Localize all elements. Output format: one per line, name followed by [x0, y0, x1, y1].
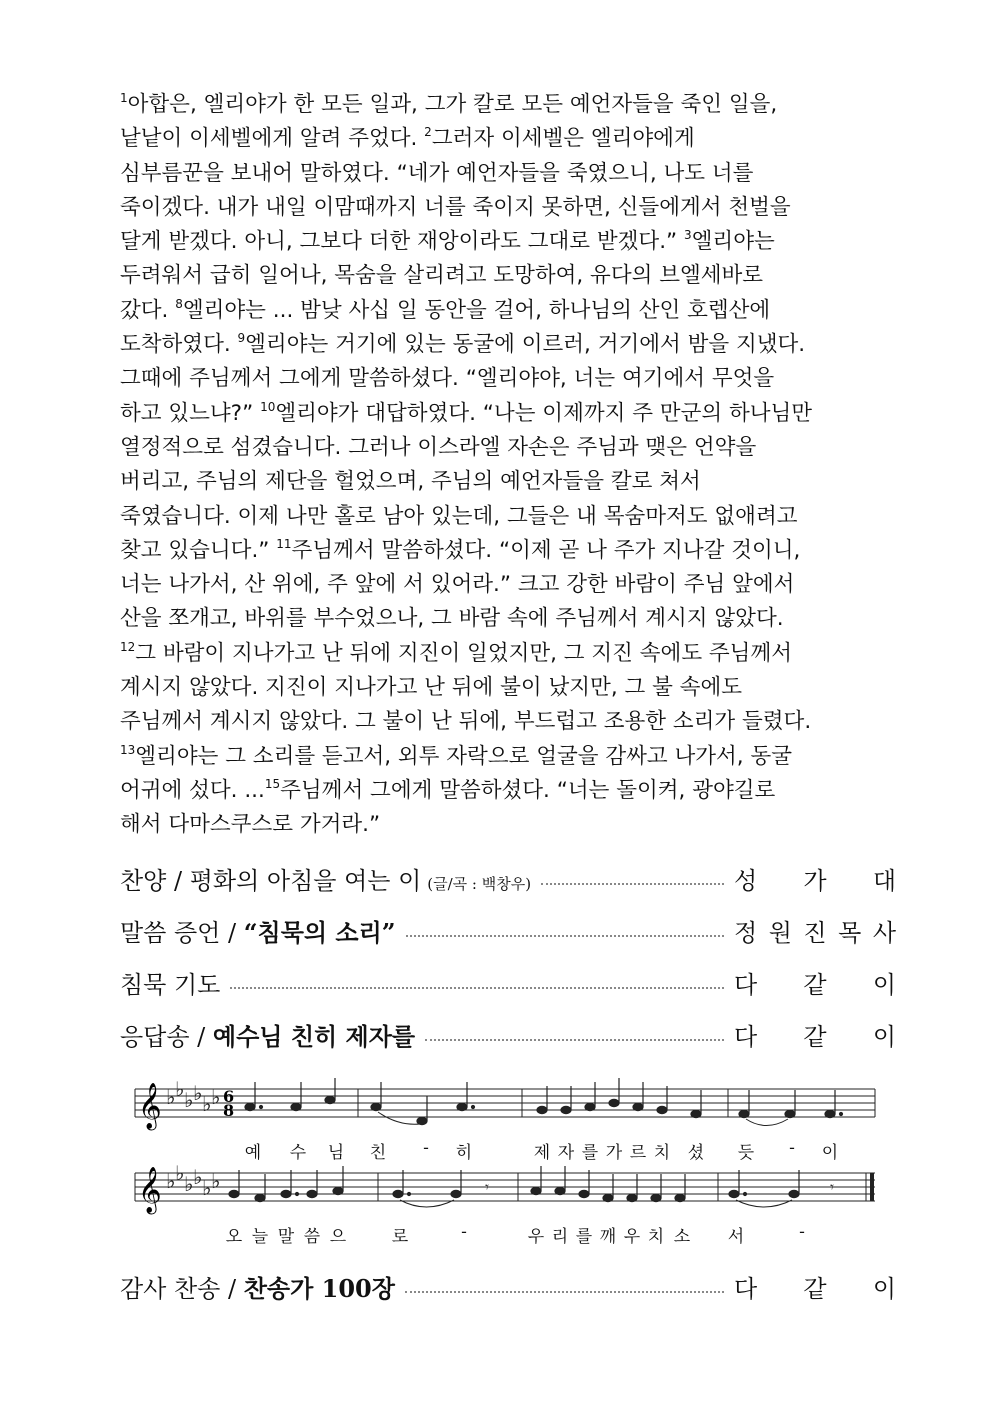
verse-number: 15: [264, 776, 281, 791]
scripture-text: 달게 받겠다. 아니, 그보다 더한 재앙이라도 그대로 받겠다.”: [120, 229, 685, 255]
scripture-line: [120, 88, 875, 122]
lyric-syllable: 로: [391, 1227, 409, 1247]
thanks-participants: 다 같 이: [734, 1274, 896, 1303]
scripture-line: [120, 602, 875, 636]
scripture-text: 아합은, 엘리야가 한 모든 일과, 그가 칼로 모든 예언자들을 죽인 일을,: [127, 92, 778, 117]
lyric-syllable: 늘: [251, 1227, 269, 1247]
scripture-line: [120, 191, 875, 225]
lyric-syllable: -: [423, 1138, 429, 1158]
lyric-syllable: 우: [623, 1227, 641, 1247]
svg-text:♭: ♭: [184, 1088, 194, 1112]
scripture-line: [120, 259, 875, 293]
scripture-text: 죽이겠다. 내가 내일 이맘때까지 너를 죽이지 못하면, 신들에게서 천벌을: [120, 194, 791, 220]
scripture-passage: [120, 88, 875, 843]
scripture-line: [120, 774, 875, 808]
scripture-text: 엘리야는 그 소리를 듣고서, 외투 자락으로 얼굴을 감싸고 나가서, 동굴: [135, 743, 792, 769]
scripture-line: [120, 328, 875, 362]
lyric-syllable: -: [799, 1222, 805, 1242]
scripture-line: [120, 808, 875, 842]
lyric-syllable: 리: [551, 1227, 569, 1247]
svg-text:6: 6: [223, 1087, 235, 1106]
scripture-text: 하고 있느냐?”: [120, 400, 261, 426]
scripture-text: 버리고, 주님의 제단을 헐었으며, 주님의 예언자들을 칼로 쳐서: [120, 469, 701, 495]
lyric-syllable: 우: [527, 1227, 545, 1247]
svg-text:♭: ♭: [202, 1092, 212, 1116]
scripture-text: 주님께서 말씀하셨다. “이제 곧 나 주가 지나갈 것이니,: [291, 537, 801, 563]
leader-dots: [541, 883, 724, 885]
scripture-text: 계시지 않았다. 지진이 지나가고 난 뒤에 불이 났지만, 그 불 속에도: [120, 675, 743, 701]
svg-text:♭: ♭: [184, 1172, 194, 1196]
scripture-line: [120, 568, 875, 602]
scripture-text: 산을 쪼개고, 바위를 부수었으나, 그 바람 속에 주님께서 계시지 않았다.: [120, 606, 784, 632]
scripture-line: [120, 362, 875, 396]
time-signature: [223, 1087, 234, 1120]
leader-dots: [405, 1291, 724, 1293]
lyric-syllable: 듯: [737, 1143, 755, 1163]
scripture-line: [120, 534, 875, 568]
scripture-line: [120, 500, 875, 534]
notes-line-1: [245, 1078, 843, 1125]
svg-text:𝄾: 𝄾: [485, 1178, 489, 1196]
scripture-line: [120, 740, 875, 774]
lyric-syllable: 치: [647, 1227, 665, 1247]
svg-text:♭: ♭: [175, 1077, 185, 1101]
order-hymn: [120, 860, 896, 896]
lyric-syllable: 말: [277, 1227, 295, 1247]
order-response: [120, 1016, 896, 1052]
response-label: 응답송 /: [120, 1022, 213, 1051]
verse-number: 13: [120, 742, 136, 757]
lyric-syllable: 수: [289, 1143, 307, 1163]
lyric-syllable: 를: [581, 1143, 599, 1163]
verse-number: 11: [276, 536, 292, 551]
lyrics-line-2: [130, 1222, 880, 1247]
scripture-text: 심부름꾼을 보내어 말하였다. “네가 예언자들을 죽였으니, 나도 너를: [120, 160, 754, 186]
music-staff-2: [130, 1158, 880, 1218]
lyric-syllable: 치: [653, 1143, 671, 1163]
sermon-title: “침묵의 소리”: [243, 917, 396, 947]
scripture-text: 갔다.: [120, 297, 176, 323]
hymn-label: 찬양 / 평화의 아침을 여는 이: [120, 866, 422, 895]
lyric-syllable: 님: [327, 1143, 345, 1163]
lyric-syllable: 셨: [687, 1143, 705, 1163]
lyric-syllable: 씀: [303, 1227, 321, 1247]
scripture-text: 엘리야는 ... 밤낮 사십 일 동안을 걸어, 하나님의 산인 호렙산에: [182, 297, 771, 323]
svg-text:♭: ♭: [166, 1085, 176, 1109]
scripture-text: 주님께서 그에게 말씀하셨다. “너는 돌이켜, 광야길로: [280, 777, 776, 803]
leader-dots: [406, 935, 724, 937]
lyric-syllable: 를: [575, 1227, 593, 1247]
scripture-line: [120, 705, 875, 739]
order-prayer: [120, 964, 896, 1000]
scripture-text: 어귀에 섰다. ...: [120, 777, 265, 803]
scripture-text: 죽였습니다. 이제 나만 홀로 남아 있는데, 그들은 내 목숨마저도 없애려고: [120, 503, 798, 529]
scripture-text: 그러자 이세벨은 엘리야에게: [431, 126, 695, 152]
scripture-text: 열정적으로 섬겼습니다. 그러나 이스라엘 자손은 주님과 맺은 언약을: [120, 434, 757, 460]
lyric-syllable: 소: [673, 1227, 691, 1247]
lyric-syllable: 제: [533, 1143, 551, 1163]
leader-dots: [425, 1039, 724, 1041]
lyric-syllable: 오: [225, 1227, 243, 1247]
lyric-syllable: 가: [605, 1143, 623, 1163]
sermon-label: 말씀 증언 /: [120, 918, 244, 947]
verse-number: 9: [237, 331, 246, 346]
scripture-line: [120, 225, 875, 259]
verse-number: 10: [260, 399, 276, 414]
order-sermon: [120, 912, 896, 948]
svg-text:♭: ♭: [202, 1176, 212, 1200]
scripture-text: 주님께서 계시지 않았다. 그 불이 난 뒤에, 부드럽고 조용한 소리가 들렸다.: [120, 709, 812, 735]
leader-dots: [230, 987, 724, 989]
scripture-text: 너는 나가서, 산 위에, 주 앞에 서 있어라.” 크고 강한 바람이 주님 앞에서: [120, 572, 795, 598]
verse-number: 12: [120, 639, 136, 654]
verse-number: 1: [120, 91, 128, 105]
scripture-line: [120, 397, 875, 431]
scripture-line: [120, 671, 875, 705]
scripture-text: 엘리야는 거기에 있는 동굴에 이르러, 거기에서 밤을 지냈다.: [245, 332, 806, 358]
verse-number: 8: [175, 296, 183, 311]
svg-text:♭: ♭: [193, 1081, 203, 1105]
response-participants: 다 같 이: [734, 1022, 896, 1051]
scripture-text: 엘리야가 대답하였다. “나는 이제까지 주 만군의 하나님만: [275, 400, 813, 426]
verse-number: 2: [424, 125, 432, 140]
scripture-text: 해서 다마스쿠스로 가거라.”: [120, 812, 381, 838]
prayer-participants: 다 같 이: [734, 970, 896, 999]
lyrics-line-1: [130, 1138, 880, 1163]
svg-text:♭: ♭: [166, 1169, 176, 1193]
hymn-performer: 성 가 대: [734, 866, 896, 895]
scripture-line: [120, 431, 875, 465]
thanks-title: 찬송가 100장: [243, 1273, 395, 1303]
treble-clef-icon: 𝄞: [138, 1167, 162, 1213]
lyric-syllable: 서: [727, 1227, 745, 1247]
notes-line-2: [229, 1166, 799, 1202]
scripture-text: 두려워서 급히 일어나, 목숨을 살리려고 도망하여, 유다의 브엘세바로: [120, 263, 764, 289]
svg-text:♭: ♭: [193, 1165, 203, 1189]
scripture-text: 낱낱이 이세벨에게 알려 주었다.: [120, 126, 425, 152]
svg-text:♭: ♭: [211, 1169, 221, 1193]
verse-number: 3: [684, 228, 692, 243]
svg-text:♭: ♭: [175, 1161, 185, 1185]
svg-text:8: 8: [223, 1101, 235, 1120]
lyric-syllable: 깨: [599, 1227, 617, 1247]
ties: [378, 1112, 788, 1126]
scripture-text: 그 바람이 지나가고 난 뒤에 지진이 일었지만, 그 지진 속에도 주님께서: [135, 640, 792, 666]
scripture-line: [120, 294, 875, 328]
lyric-syllable: -: [461, 1222, 467, 1242]
lyric-syllable: 친: [369, 1143, 387, 1163]
thanks-label: 감사 찬송 /: [120, 1274, 244, 1303]
scripture-text: 찾고 있습니다.”: [120, 537, 277, 563]
prayer-label: 침묵 기도: [120, 970, 221, 999]
hymn-credit: (글/곡 : 백창우): [427, 874, 532, 893]
svg-text:𝄾: 𝄾: [830, 1178, 834, 1196]
response-title: 예수님 친히 제자를: [212, 1021, 416, 1051]
sermon-preacher: 정 원 진 목 사: [734, 918, 896, 947]
scripture-line: [120, 465, 875, 499]
svg-text:♭: ♭: [211, 1085, 221, 1109]
treble-clef-icon: 𝄞: [138, 1083, 162, 1129]
scripture-line: [120, 637, 875, 671]
lyric-syllable: 예: [244, 1143, 262, 1163]
music-staff-1: [130, 1074, 880, 1134]
scripture-text: 도착하였다.: [120, 332, 238, 358]
order-thanks: [120, 1268, 896, 1304]
scripture-text: 그때에 주님께서 그에게 말씀하셨다. “엘리야야, 너는 여기에서 무엇을: [120, 366, 775, 392]
lyric-syllable: 자: [557, 1143, 575, 1163]
lyric-syllable: 으: [329, 1227, 347, 1247]
lyric-syllable: -: [789, 1138, 795, 1158]
scripture-line: [120, 122, 875, 156]
lyric-syllable: 이: [821, 1143, 839, 1163]
lyric-syllable: 르: [629, 1143, 647, 1163]
scripture-line: [120, 157, 875, 191]
scripture-text: 엘리야는: [691, 229, 775, 255]
lyric-syllable: 히: [455, 1143, 473, 1163]
